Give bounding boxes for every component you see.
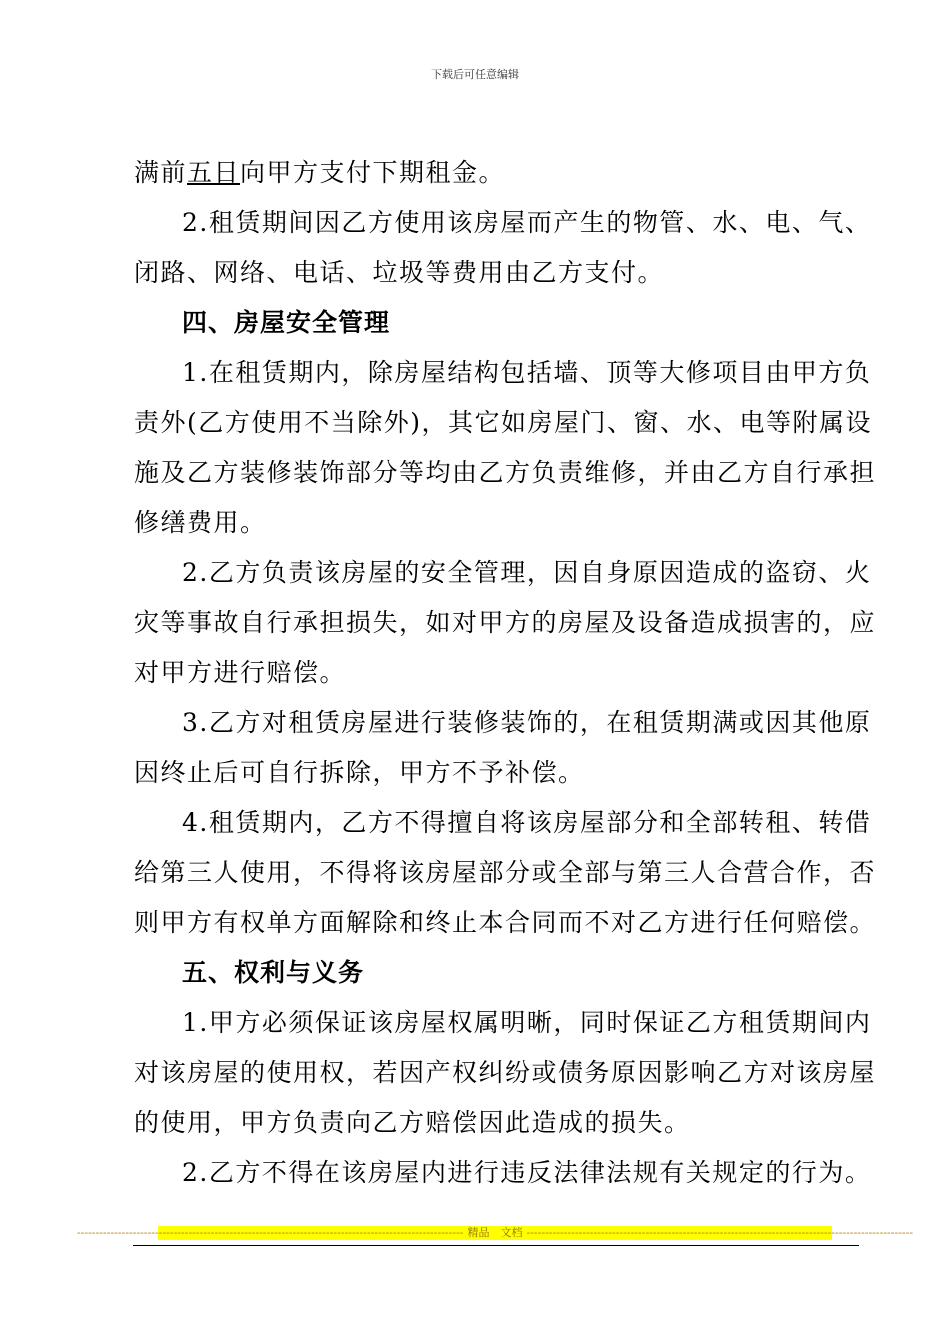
paragraph-line: 施及乙方装修装饰部分等均由乙方负责维修，并由乙方自行承担: [134, 458, 877, 487]
paragraph-line: 2.乙方不得在该房屋内进行违反法律法规有关规定的行为。: [182, 1158, 872, 1187]
paragraph-line: 则甲方有权单方面解除和终止本合同而不对乙方进行任何赔偿。: [134, 908, 877, 937]
text-run: 满前: [134, 158, 188, 187]
dash-rule-right: --------------------------------------------------------------------------------------------------------: [526, 1226, 914, 1239]
dash-rule-left: --------------------------------------------------------------------------------------------------------: [76, 1226, 464, 1239]
section-heading: 四、房屋安全管理: [182, 308, 391, 337]
paragraph-line: 的使用，甲方负责向乙方赔偿因此造成的损失。: [134, 1108, 691, 1137]
footer-rule: [133, 1245, 859, 1246]
paragraph-line: 灾等事故自行承担损失，如对甲方的房屋及设备造成损害的，应: [134, 608, 877, 637]
text-run: 向甲方支付下期租金。: [240, 158, 506, 187]
paragraph-line: 2.租赁期间因乙方使用该房屋而产生的物管、水、电、气、: [182, 208, 872, 237]
underlined-days: 五日: [187, 158, 241, 187]
paragraph-line: 3.乙方对租赁房屋进行装修装饰的，在租赁期满或因其他原: [182, 708, 872, 737]
paragraph-line: 闭路、网络、电话、垃圾等费用由乙方支付。: [134, 258, 665, 287]
footer-label: 精品 文档: [467, 1226, 523, 1239]
paragraph-line: 1.甲方必须保证该房屋权属明晰，同时保证乙方租赁期间内: [182, 1008, 872, 1037]
paragraph-line: 对该房屋的使用权，若因产权纠纷或债务原因影响乙方对该房屋: [134, 1058, 877, 1087]
section-heading: 五、权利与义务: [182, 958, 365, 987]
paragraph-line: 4.租赁期内，乙方不得擅自将该房屋部分和全部转租、转借: [182, 808, 872, 837]
paragraph-line: 修缮费用。: [134, 508, 267, 537]
paragraph-line: 2.乙方负责该房屋的安全管理，因自身原因造成的盗窃、火: [182, 558, 872, 587]
paragraph-line: 1.在租赁期内，除房屋结构包括墙、顶等大修项目由甲方负: [182, 358, 872, 387]
paragraph-line: 对甲方进行赔偿。: [134, 658, 347, 687]
footer-banner: [76, 1226, 914, 1240]
paragraph-line: 给第三人使用，不得将该房屋部分或全部与第三人合营合作，否: [134, 858, 877, 887]
paragraph-line: [134, 156, 854, 190]
paragraph-line: 责外(乙方使用不当除外)，其它如房屋门、窗、水、电等附属设: [134, 408, 873, 437]
paragraph-line: 因终止后可自行拆除，甲方不予补偿。: [134, 758, 585, 787]
page-header: 下载后可任意编辑: [431, 68, 519, 81]
